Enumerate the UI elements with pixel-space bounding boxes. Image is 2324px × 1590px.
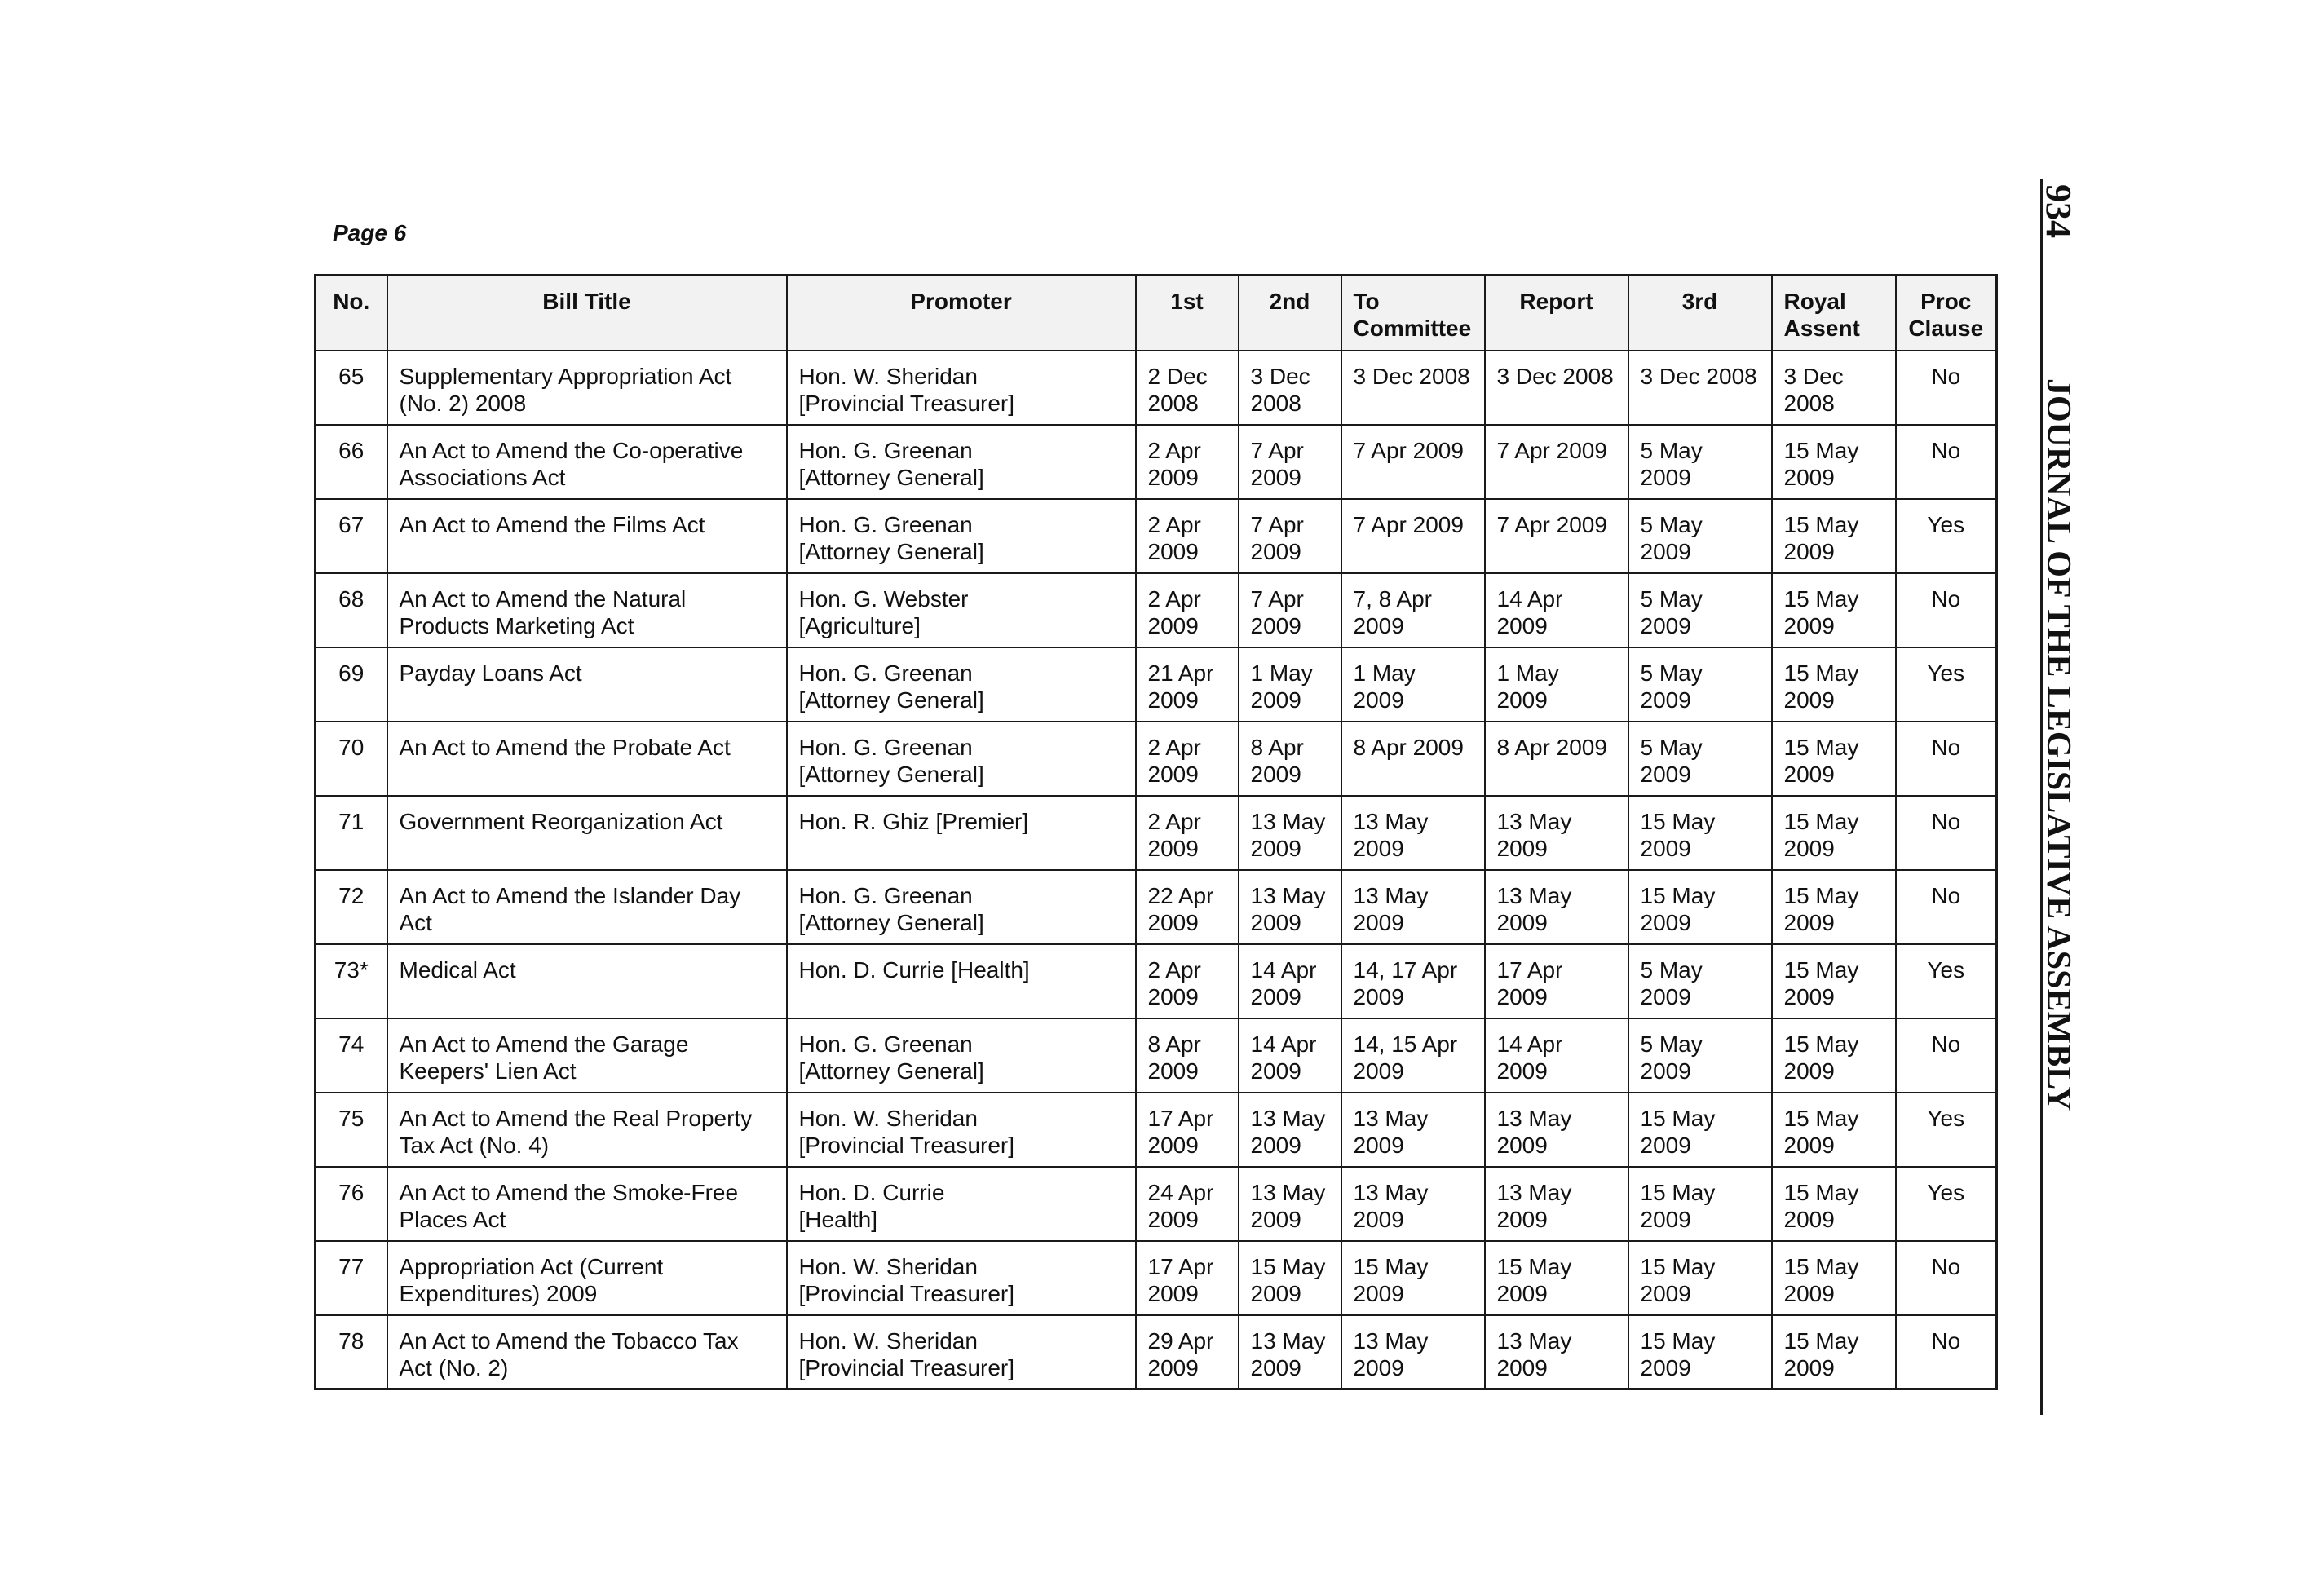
report-date: 1 May 2009 — [1485, 647, 1628, 722]
proc-clause-value: No — [1896, 1315, 1997, 1389]
committee-date: 15 May 2009 — [1341, 1241, 1485, 1315]
third-reading-date: 5 May 2009 — [1628, 722, 1772, 796]
bill-number: 67 — [316, 499, 387, 573]
royal-assent-date: 15 May 2009 — [1772, 1093, 1896, 1167]
table-row — [316, 796, 1997, 870]
first-reading-date: 2 Apr 2009 — [1136, 425, 1239, 499]
royal-assent-date: 15 May 2009 — [1772, 944, 1896, 1018]
royal-assent-date: 15 May 2009 — [1772, 647, 1896, 722]
header-to-committee: To Committee — [1341, 276, 1485, 351]
first-reading-date: 2 Dec 2008 — [1136, 351, 1239, 425]
bill-promoter: Hon. G. Greenan [Attorney General] — [787, 647, 1136, 722]
report-date: 13 May 2009 — [1485, 1315, 1628, 1389]
bill-promoter: Hon. D. Currie [Health] — [787, 944, 1136, 1018]
first-reading-date: 2 Apr 2009 — [1136, 722, 1239, 796]
committee-date: 13 May 2009 — [1341, 870, 1485, 944]
second-reading-date: 7 Apr 2009 — [1239, 573, 1341, 647]
proc-clause-value: Yes — [1896, 647, 1997, 722]
bill-promoter: Hon. G. Greenan [Attorney General] — [787, 722, 1136, 796]
third-reading-date: 15 May 2009 — [1628, 1241, 1772, 1315]
header-second-reading: 2nd — [1239, 276, 1341, 351]
second-reading-date: 15 May 2009 — [1239, 1241, 1341, 1315]
bill-number: 71 — [316, 796, 387, 870]
report-date: 15 May 2009 — [1485, 1241, 1628, 1315]
bill-number: 78 — [316, 1315, 387, 1389]
report-date: 7 Apr 2009 — [1485, 425, 1628, 499]
table-row — [316, 944, 1997, 1018]
header-royal-assent: Royal Assent — [1772, 276, 1896, 351]
bill-number: 69 — [316, 647, 387, 722]
table-row — [316, 425, 1997, 499]
proc-clause-value: Yes — [1896, 944, 1997, 1018]
bill-number: 75 — [316, 1093, 387, 1167]
report-date: 13 May 2009 — [1485, 870, 1628, 944]
bill-promoter: Hon. G. Webster [Agriculture] — [787, 573, 1136, 647]
proc-clause-value: Yes — [1896, 1093, 1997, 1167]
bill-title: An Act to Amend the Islander Day Act — [387, 870, 787, 944]
header-bill-title: Bill Title — [387, 276, 787, 351]
table-row — [316, 499, 1997, 573]
second-reading-date: 13 May 2009 — [1239, 1093, 1341, 1167]
table-row — [316, 351, 1997, 425]
table-row — [316, 1315, 1997, 1389]
bill-number: 68 — [316, 573, 387, 647]
header-row — [316, 276, 1997, 351]
bill-title: Government Reorganization Act — [387, 796, 787, 870]
first-reading-date: 2 Apr 2009 — [1136, 796, 1239, 870]
table-row — [316, 647, 1997, 722]
bill-promoter: Hon. G. Greenan [Attorney General] — [787, 499, 1136, 573]
page-label: Page 6 — [333, 220, 407, 245]
bill-number: 72 — [316, 870, 387, 944]
header-proc-clause: Proc Clause — [1896, 276, 1997, 351]
royal-assent-date: 15 May 2009 — [1772, 499, 1896, 573]
third-reading-date: 15 May 2009 — [1628, 796, 1772, 870]
header-report: Report — [1485, 276, 1628, 351]
running-head: JOURNAL OF THE LEGISLATIVE ASSEMBLY — [2039, 378, 2077, 1111]
third-reading-date: 15 May 2009 — [1628, 1315, 1772, 1389]
bill-number: 66 — [316, 425, 387, 499]
second-reading-date: 1 May 2009 — [1239, 647, 1341, 722]
committee-date: 3 Dec 2008 — [1341, 351, 1485, 425]
first-reading-date: 2 Apr 2009 — [1136, 573, 1239, 647]
second-reading-date: 3 Dec 2008 — [1239, 351, 1341, 425]
third-reading-date: 5 May 2009 — [1628, 425, 1772, 499]
third-reading-date: 5 May 2009 — [1628, 499, 1772, 573]
second-reading-date: 13 May 2009 — [1239, 1315, 1341, 1389]
second-reading-date: 8 Apr 2009 — [1239, 722, 1341, 796]
royal-assent-date: 15 May 2009 — [1772, 870, 1896, 944]
committee-date: 14, 17 Apr 2009 — [1341, 944, 1485, 1018]
third-reading-date: 15 May 2009 — [1628, 1167, 1772, 1241]
second-reading-date: 7 Apr 2009 — [1239, 425, 1341, 499]
bill-title: An Act to Amend the Real Property Tax Act (No. 4) — [387, 1093, 787, 1167]
bill-promoter: Hon. W. Sheridan [Provincial Treasurer] — [787, 1315, 1136, 1389]
bill-title: An Act to Amend the Films Act — [387, 499, 787, 573]
second-reading-date: 14 Apr 2009 — [1239, 944, 1341, 1018]
bill-promoter: Hon. G. Greenan [Attorney General] — [787, 1018, 1136, 1093]
bill-number: 76 — [316, 1167, 387, 1241]
table-row — [316, 870, 1997, 944]
bill-number: 77 — [316, 1241, 387, 1315]
bill-promoter: Hon. R. Ghiz [Premier] — [787, 796, 1136, 870]
header-promoter: Promoter — [787, 276, 1136, 351]
bill-promoter: Hon. D. Currie [Health] — [787, 1167, 1136, 1241]
committee-date: 13 May 2009 — [1341, 1093, 1485, 1167]
third-reading-date: 5 May 2009 — [1628, 573, 1772, 647]
committee-date: 7, 8 Apr 2009 — [1341, 573, 1485, 647]
bill-promoter: Hon. W. Sheridan [Provincial Treasurer] — [787, 351, 1136, 425]
bill-promoter: Hon. G. Greenan [Attorney General] — [787, 425, 1136, 499]
royal-assent-date: 15 May 2009 — [1772, 796, 1896, 870]
header-third-reading: 3rd — [1628, 276, 1772, 351]
committee-date: 13 May 2009 — [1341, 1167, 1485, 1241]
proc-clause-value: No — [1896, 870, 1997, 944]
bill-title: Supplementary Appropriation Act (No. 2) 2008 — [387, 351, 787, 425]
first-reading-date: 2 Apr 2009 — [1136, 499, 1239, 573]
proc-clause-value: Yes — [1896, 1167, 1997, 1241]
third-reading-date: 3 Dec 2008 — [1628, 351, 1772, 425]
report-date: 3 Dec 2008 — [1485, 351, 1628, 425]
second-reading-date: 13 May 2009 — [1239, 796, 1341, 870]
third-reading-date: 15 May 2009 — [1628, 870, 1772, 944]
page-number: 934 — [2039, 184, 2079, 238]
header-first-reading: 1st — [1136, 276, 1239, 351]
first-reading-date: 24 Apr 2009 — [1136, 1167, 1239, 1241]
first-reading-date: 29 Apr 2009 — [1136, 1315, 1239, 1389]
third-reading-date: 5 May 2009 — [1628, 1018, 1772, 1093]
royal-assent-date: 15 May 2009 — [1772, 573, 1896, 647]
bill-title: An Act to Amend the Garage Keepers' Lien Act — [387, 1018, 787, 1093]
royal-assent-date: 15 May 2009 — [1772, 1018, 1896, 1093]
report-date: 17 Apr 2009 — [1485, 944, 1628, 1018]
header-no: No. — [316, 276, 387, 351]
proc-clause-value: No — [1896, 722, 1997, 796]
second-reading-date: 13 May 2009 — [1239, 1167, 1341, 1241]
proc-clause-value: No — [1896, 1018, 1997, 1093]
table-row — [316, 1241, 1997, 1315]
royal-assent-date: 3 Dec 2008 — [1772, 351, 1896, 425]
committee-date: 8 Apr 2009 — [1341, 722, 1485, 796]
royal-assent-date: 15 May 2009 — [1772, 1315, 1896, 1389]
second-reading-date: 7 Apr 2009 — [1239, 499, 1341, 573]
proc-clause-value: Yes — [1896, 499, 1997, 573]
committee-date: 7 Apr 2009 — [1341, 499, 1485, 573]
report-date: 13 May 2009 — [1485, 1167, 1628, 1241]
bill-title: Medical Act — [387, 944, 787, 1018]
proc-clause-value: No — [1896, 796, 1997, 870]
report-date: 8 Apr 2009 — [1485, 722, 1628, 796]
table-row — [316, 1018, 1997, 1093]
table-row — [316, 1093, 1997, 1167]
report-date: 13 May 2009 — [1485, 1093, 1628, 1167]
bill-number: 65 — [316, 351, 387, 425]
table-row — [316, 722, 1997, 796]
bill-title: An Act to Amend the Co-operative Associations Act — [387, 425, 787, 499]
bill-title: Appropriation Act (Current Expenditures) 2009 — [387, 1241, 787, 1315]
bill-number: 74 — [316, 1018, 387, 1093]
table-row — [316, 573, 1997, 647]
proc-clause-value: No — [1896, 425, 1997, 499]
third-reading-date: 5 May 2009 — [1628, 944, 1772, 1018]
bills-table — [314, 274, 1998, 1390]
committee-date: 14, 15 Apr 2009 — [1341, 1018, 1485, 1093]
bill-number: 73* — [316, 944, 387, 1018]
table-row — [316, 1167, 1997, 1241]
report-date: 14 Apr 2009 — [1485, 573, 1628, 647]
bill-title: Payday Loans Act — [387, 647, 787, 722]
second-reading-date: 14 Apr 2009 — [1239, 1018, 1341, 1093]
second-reading-date: 13 May 2009 — [1239, 870, 1341, 944]
bill-promoter: Hon. W. Sheridan [Provincial Treasurer] — [787, 1241, 1136, 1315]
proc-clause-value: No — [1896, 351, 1997, 425]
third-reading-date: 5 May 2009 — [1628, 647, 1772, 722]
committee-date: 13 May 2009 — [1341, 796, 1485, 870]
first-reading-date: 17 Apr 2009 — [1136, 1241, 1239, 1315]
proc-clause-value: No — [1896, 1241, 1997, 1315]
report-date: 14 Apr 2009 — [1485, 1018, 1628, 1093]
committee-date: 7 Apr 2009 — [1341, 425, 1485, 499]
first-reading-date: 17 Apr 2009 — [1136, 1093, 1239, 1167]
bill-title: An Act to Amend the Smoke-Free Places Act — [387, 1167, 787, 1241]
royal-assent-date: 15 May 2009 — [1772, 722, 1896, 796]
bill-title: An Act to Amend the Natural Products Marketing Act — [387, 573, 787, 647]
proc-clause-value: No — [1896, 573, 1997, 647]
first-reading-date: 21 Apr 2009 — [1136, 647, 1239, 722]
bill-promoter: Hon. W. Sheridan [Provincial Treasurer] — [787, 1093, 1136, 1167]
royal-assent-date: 15 May 2009 — [1772, 1241, 1896, 1315]
committee-date: 1 May 2009 — [1341, 647, 1485, 722]
bill-title: An Act to Amend the Probate Act — [387, 722, 787, 796]
report-date: 7 Apr 2009 — [1485, 499, 1628, 573]
royal-assent-date: 15 May 2009 — [1772, 1167, 1896, 1241]
bill-number: 70 — [316, 722, 387, 796]
first-reading-date: 22 Apr 2009 — [1136, 870, 1239, 944]
royal-assent-date: 15 May 2009 — [1772, 425, 1896, 499]
report-date: 13 May 2009 — [1485, 796, 1628, 870]
first-reading-date: 2 Apr 2009 — [1136, 944, 1239, 1018]
first-reading-date: 8 Apr 2009 — [1136, 1018, 1239, 1093]
bill-promoter: Hon. G. Greenan [Attorney General] — [787, 870, 1136, 944]
third-reading-date: 15 May 2009 — [1628, 1093, 1772, 1167]
bill-title: An Act to Amend the Tobacco Tax Act (No. 2) — [387, 1315, 787, 1389]
committee-date: 13 May 2009 — [1341, 1315, 1485, 1389]
